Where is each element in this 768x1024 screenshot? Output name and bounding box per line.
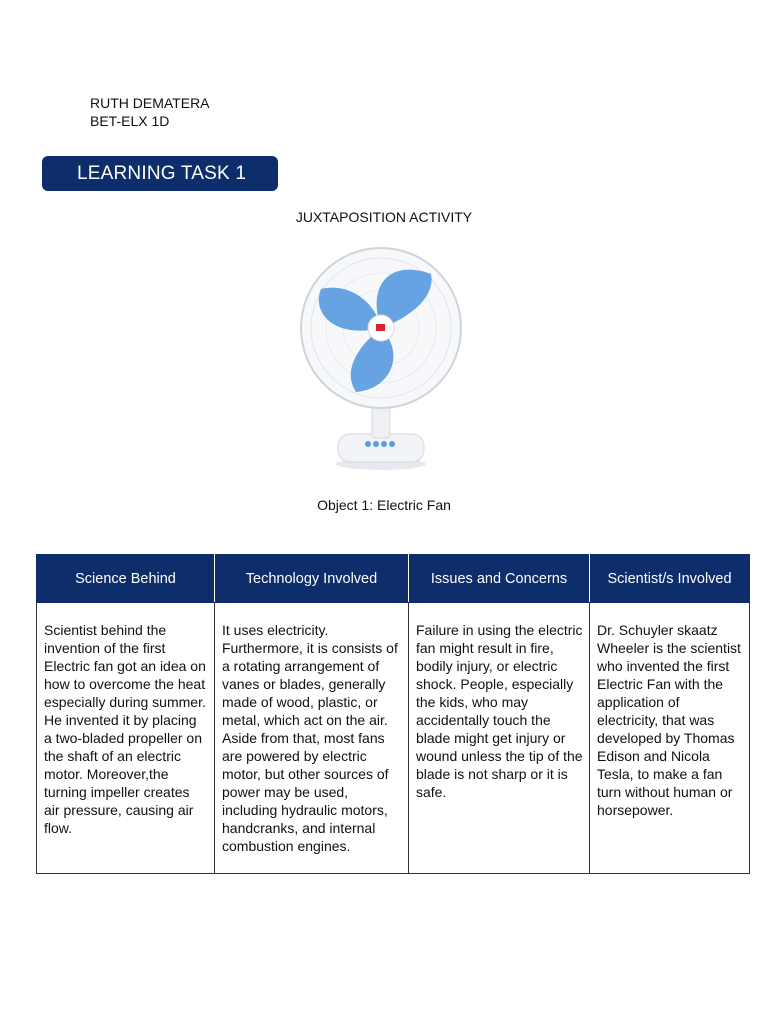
table-row bbox=[37, 603, 750, 874]
cell-science-behind: Scientist behind the invention of the first Electric fan got an idea on how to overcome the heat especially during summer. He invented it by placing a two-bladed propeller on the shaft of an electric motor. Moreover,the turning impeller creates air pressure, causing air flow. bbox=[37, 603, 215, 874]
object-caption: Object 1: Electric Fan bbox=[317, 497, 451, 513]
student-section: BET-ELX 1D bbox=[90, 113, 170, 129]
header-science-behind: Science Behind bbox=[37, 555, 215, 603]
electric-fan-image bbox=[296, 244, 466, 474]
juxtaposition-table bbox=[36, 554, 750, 874]
header-issues-concerns: Issues and Concerns bbox=[409, 555, 590, 603]
electric-fan-icon bbox=[296, 244, 466, 474]
author-block bbox=[90, 94, 210, 130]
student-name: RUTH DEMATERA bbox=[90, 95, 210, 111]
learning-task-banner: LEARNING TASK 1 bbox=[42, 156, 278, 191]
header-technology-involved: Technology Involved bbox=[215, 555, 409, 603]
cell-issues-concerns: Failure in using the electric fan might result in fire, bodily injury, or electric shock. People, especially the kids, who may accidentally touch the blade might get injury or wound unless the tip of the blade is not sharp or it is safe. bbox=[409, 603, 590, 874]
table-header-row bbox=[37, 555, 750, 603]
cell-scientists-involved: Dr. Schuyler skaatz Wheeler is the scientist who invented the first Electric Fan with the application of electricity, that was developed by Thomas Edison and Nicola Tesla, to make a fan turn without human or horsepower. bbox=[590, 603, 750, 874]
cell-technology-involved: It uses electricity. Furthermore, it is consists of a rotating arrangement of vanes or blades, generally made of wood, plastic, or metal, which act on the air. Aside from that, most fans are powered by electric motor, but other sources of power may be used, including hydraulic motors, handcranks, and internal combustion engines. bbox=[215, 603, 409, 874]
activity-title: JUXTAPOSITION ACTIVITY bbox=[295, 209, 473, 225]
header-scientists-involved: Scientist/s Involved bbox=[590, 555, 750, 603]
